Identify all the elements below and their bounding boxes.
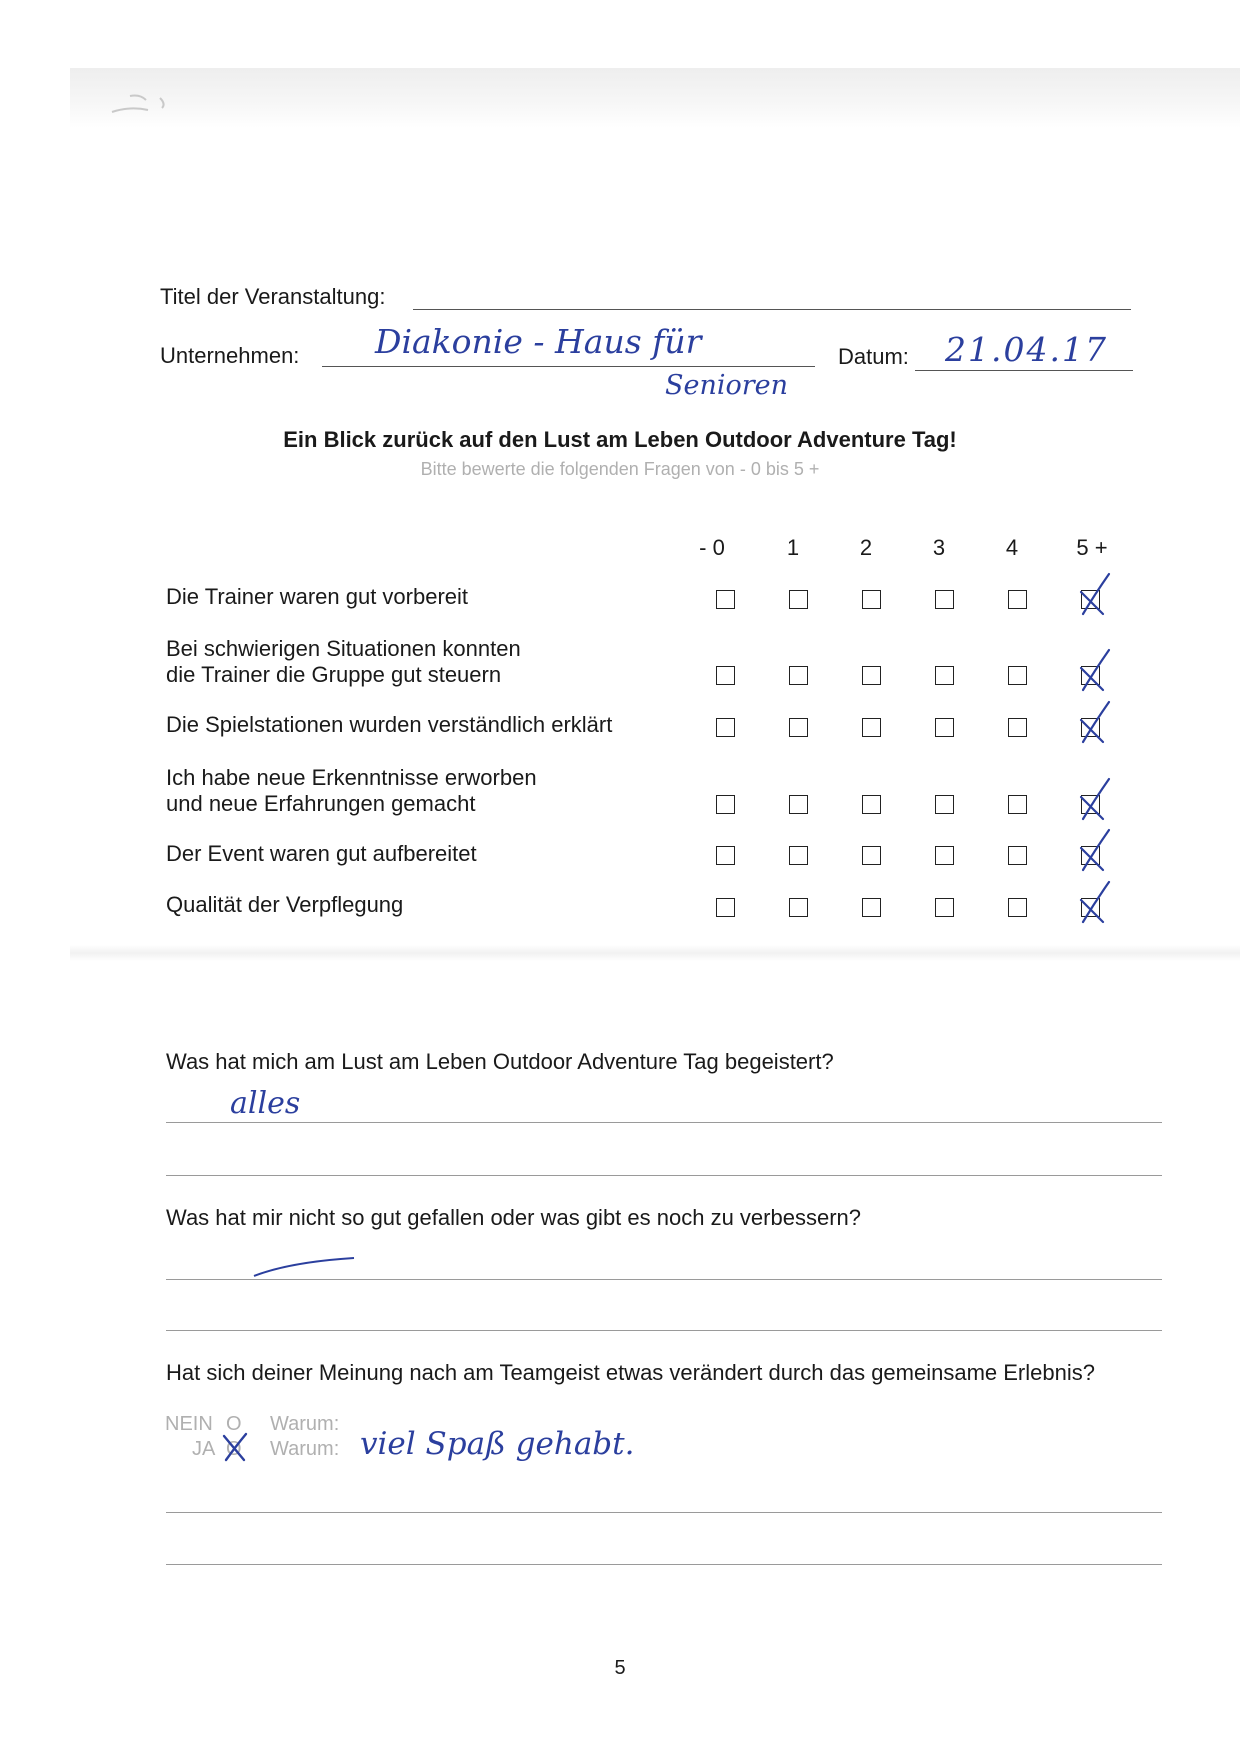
rating-checkbox[interactable] — [1008, 666, 1027, 685]
answer-line[interactable] — [166, 1279, 1162, 1280]
rating-checkbox[interactable] — [716, 590, 735, 609]
rating-checkbox[interactable] — [935, 590, 954, 609]
question-what-to-improve: Was hat mir nicht so gut gefallen oder was gibt es noch zu verbessern? — [166, 1205, 861, 1230]
page-number: 5 — [614, 1657, 626, 1679]
company-line[interactable] — [322, 366, 815, 367]
question-line: Bei schwierigen Situationen konnten — [166, 636, 521, 661]
rating-checkbox[interactable] — [789, 590, 808, 609]
company-label: Unternehmen: — [160, 343, 300, 368]
rating-instruction: Bitte bewerte die folgenden Fragen von - 0 bis 5 + — [420, 459, 820, 479]
date-label: Datum: — [838, 344, 909, 369]
rating-checkbox[interactable] — [716, 898, 735, 917]
answer-team-spirit: viel Spaß gehabt. — [360, 1426, 635, 1462]
rating-checkbox[interactable] — [862, 590, 881, 609]
rating-checkbox[interactable] — [1008, 846, 1027, 865]
rating-checkbox[interactable] — [862, 846, 881, 865]
checkbox-cross-mark — [1073, 878, 1117, 926]
rating-checkbox[interactable] — [789, 795, 808, 814]
scan-shadow — [70, 68, 1240, 128]
answer-line[interactable] — [166, 1122, 1162, 1123]
question-line: die Trainer die Gruppe gut steuern — [166, 662, 502, 687]
question-line: Ich habe neue Erkenntnisse erworben — [166, 765, 537, 790]
rating-checkbox[interactable] — [862, 666, 881, 685]
rating-checkbox[interactable] — [716, 666, 735, 685]
answer-line[interactable] — [166, 1330, 1162, 1331]
rating-checkbox[interactable] — [935, 898, 954, 917]
question-line: Qualität der Verpflegung — [166, 892, 404, 917]
option-yes-cross — [220, 1432, 250, 1464]
rating-checkbox[interactable] — [789, 846, 808, 865]
question-new-insights — [166, 765, 537, 817]
scale-label-4: 4 — [1005, 535, 1019, 560]
question-line: Der Event waren gut aufbereitet — [166, 841, 477, 866]
scale-label-2: 2 — [859, 535, 873, 560]
scale-label-minus-0: - 0 — [699, 535, 725, 560]
question-catering-quality — [166, 892, 403, 918]
date-handwriting: 21.04.17 — [945, 330, 1108, 369]
rating-checkbox[interactable] — [935, 795, 954, 814]
company-handwriting-line1: Diakonie - Haus für — [375, 322, 702, 361]
rating-checkbox[interactable] — [935, 846, 954, 865]
checkbox-cross-mark — [1073, 646, 1117, 694]
checkbox-cross-mark — [1073, 826, 1117, 874]
answer-line[interactable] — [166, 1564, 1162, 1565]
checkbox-cross-mark — [1073, 698, 1117, 746]
rating-checkbox[interactable] — [716, 795, 735, 814]
why-label-yes: Warum: — [270, 1438, 340, 1460]
question-event-prepared — [166, 841, 477, 867]
event-title-label: Titel der Veranstaltung: — [160, 284, 386, 309]
rating-checkbox[interactable] — [862, 718, 881, 737]
company-handwriting-line2: Senioren — [665, 370, 789, 401]
why-label-no: Warum: — [270, 1413, 340, 1435]
question-line: Die Spielstationen wurden verständlich erklärt — [166, 712, 613, 737]
option-yes-radio[interactable]: O — [226, 1438, 242, 1460]
scale-label-5-plus: 5 + — [1076, 535, 1108, 560]
answer-what-inspired: alles — [230, 1086, 301, 1121]
rating-checkbox[interactable] — [789, 718, 808, 737]
rating-checkbox[interactable] — [1008, 590, 1027, 609]
question-what-inspired: Was hat mich am Lust am Leben Outdoor Adventure Tag begeistert? — [166, 1049, 834, 1074]
answer-dash-stroke — [250, 1250, 360, 1280]
question-trainers-steer-group — [166, 636, 521, 688]
rating-checkbox[interactable] — [716, 846, 735, 865]
rating-checkbox[interactable] — [1008, 795, 1027, 814]
rating-checkbox[interactable] — [1008, 898, 1027, 917]
survey-heading: Ein Blick zurück auf den Lust am Leben Outdoor Adventure Tag! — [283, 427, 957, 452]
date-line[interactable] — [915, 370, 1133, 371]
scan-band — [70, 945, 1240, 961]
scale-label-3: 3 — [932, 535, 946, 560]
checkbox-cross-mark — [1073, 570, 1117, 618]
option-no-label: NEIN — [165, 1413, 213, 1435]
rating-checkbox[interactable] — [935, 718, 954, 737]
rating-checkbox[interactable] — [862, 898, 881, 917]
scan-artifact — [110, 88, 190, 118]
rating-checkbox[interactable] — [935, 666, 954, 685]
option-no-radio[interactable]: O — [226, 1413, 242, 1435]
rating-checkbox[interactable] — [789, 666, 808, 685]
rating-checkbox[interactable] — [789, 898, 808, 917]
rating-checkbox[interactable] — [862, 795, 881, 814]
answer-line[interactable] — [166, 1512, 1162, 1513]
rating-checkbox[interactable] — [716, 718, 735, 737]
scale-label-1: 1 — [786, 535, 800, 560]
option-yes-label: JA — [192, 1438, 216, 1460]
checkbox-cross-mark — [1073, 775, 1117, 823]
question-stations-explained — [166, 712, 612, 738]
question-team-spirit: Hat sich deiner Meinung nach am Teamgeist etwas verändert durch das gemeinsame Erlebnis? — [166, 1360, 1095, 1385]
rating-checkbox[interactable] — [1008, 718, 1027, 737]
question-trainers-prepared — [166, 584, 468, 610]
question-line: Die Trainer waren gut vorbereit — [166, 584, 469, 609]
question-line: und neue Erfahrungen gemacht — [166, 791, 476, 816]
event-title-line[interactable] — [413, 309, 1131, 310]
answer-line[interactable] — [166, 1175, 1162, 1176]
